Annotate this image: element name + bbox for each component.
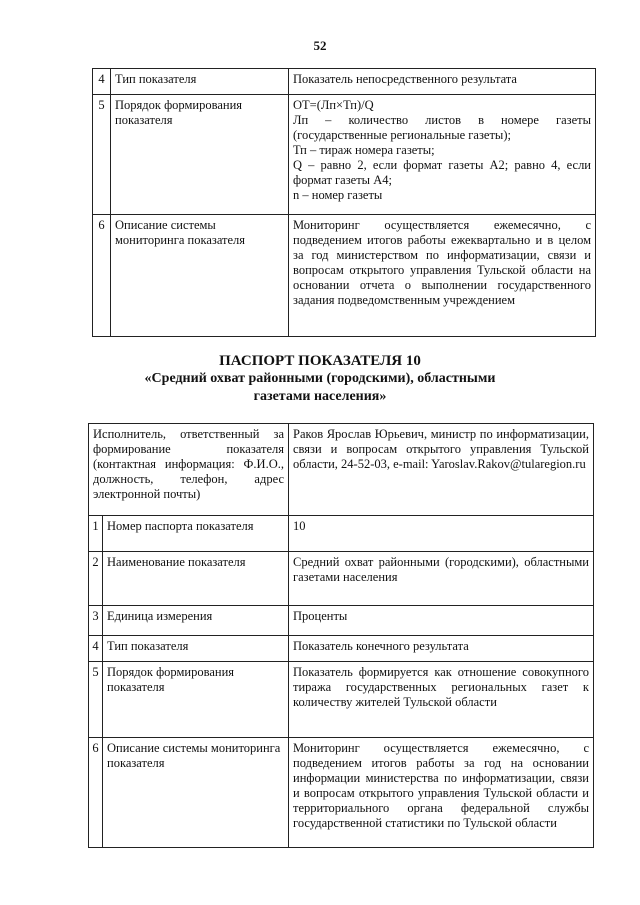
row-number: 1 — [89, 516, 103, 552]
row-value: Мониторинг осуществляется ежемесячно, с подведением итогов работы за год на основании информации министерства по информатизации, связи и вопросам открытого управления Тульской области и территориального органа федеральной службы государственной статистики по Тульской области — [289, 738, 594, 848]
formula-term: Q – равно 2, если формат газеты А2; равно 4, если формат газеты А4; — [293, 158, 591, 187]
table-row — [89, 606, 594, 636]
row-value: 10 — [289, 516, 594, 552]
formula-term: Лп – количество листов в номере газеты (государственные региональные газеты); — [293, 113, 591, 142]
row-label: Порядок формирования показателя — [111, 95, 289, 215]
table-row — [89, 552, 594, 606]
table-row — [93, 215, 596, 337]
row-value: Показатель непосредственного результата — [289, 69, 596, 95]
row-number: 4 — [93, 69, 111, 95]
row-value: Показатель формируется как отношение совокупного тиража государственных региональных газет к количеству жителей Тульской области — [289, 662, 594, 738]
row-value: Проценты — [289, 606, 594, 636]
table-row — [93, 95, 596, 215]
row-label: Номер паспорта показателя — [103, 516, 289, 552]
responsible-row — [89, 424, 594, 516]
passport-title: ПАСПОРТ ПОКАЗАТЕЛЯ 10 — [219, 353, 421, 369]
responsible-label: Исполнитель, ответственный за формирование показателя (контактная информация: Ф.И.О., должность, телефон, адрес электронной почты) — [89, 424, 289, 516]
row-value: Мониторинг осуществляется ежемесячно, с подведением итогов работы ежеквартально и в целом за год министерством по информатизации, связи и вопросам открытого управления Тульской области на основании отчета о выполнении государственного задания подведомственным учреждением — [289, 215, 596, 337]
row-number: 2 — [89, 552, 103, 606]
table-row — [89, 738, 594, 848]
row-number: 3 — [89, 606, 103, 636]
row-value: Показатель конечного результата — [289, 636, 594, 662]
formula-term: Тп – тираж номера газеты; — [293, 143, 435, 157]
passport-subtitle-line: газетами населения» — [253, 389, 387, 404]
table-row — [93, 69, 596, 95]
row-number: 5 — [89, 662, 103, 738]
table-row — [89, 636, 594, 662]
row-label: Тип показателя — [111, 69, 289, 95]
formula-term: n – номер газеты — [293, 188, 383, 202]
indicator-passport-table — [88, 423, 594, 848]
indicator-table-continued — [92, 68, 596, 337]
row-number: 4 — [89, 636, 103, 662]
table-row — [89, 516, 594, 552]
row-value: Средний охват районными (городскими), областными газетами населения — [289, 552, 594, 606]
passport-title-block — [0, 352, 640, 406]
row-label: Порядок формирования показателя — [103, 662, 289, 738]
responsible-value: Раков Ярослав Юрьевич, министр по информатизации, связи и вопросам открытого управления Тульской области, 24-52-03, e-mail: Yaroslav.Rakov@tularegion.ru — [289, 424, 594, 516]
row-number: 6 — [89, 738, 103, 848]
passport-subtitle-line: «Средний охват районными (городскими), областными — [144, 371, 496, 386]
formula: ОТ=(Лп×Тп)/Q — [293, 98, 374, 112]
row-number: 5 — [93, 95, 111, 215]
page-number: 52 — [313, 38, 327, 53]
row-label: Тип показателя — [103, 636, 289, 662]
row-number: 6 — [93, 215, 111, 337]
row-label: Описание системы мониторинга показателя — [103, 738, 289, 848]
row-value — [289, 95, 596, 215]
row-label: Наименование показателя — [103, 552, 289, 606]
row-label: Описание системы мониторинга показателя — [111, 215, 289, 337]
row-label: Единица измерения — [103, 606, 289, 636]
table-row — [89, 662, 594, 738]
